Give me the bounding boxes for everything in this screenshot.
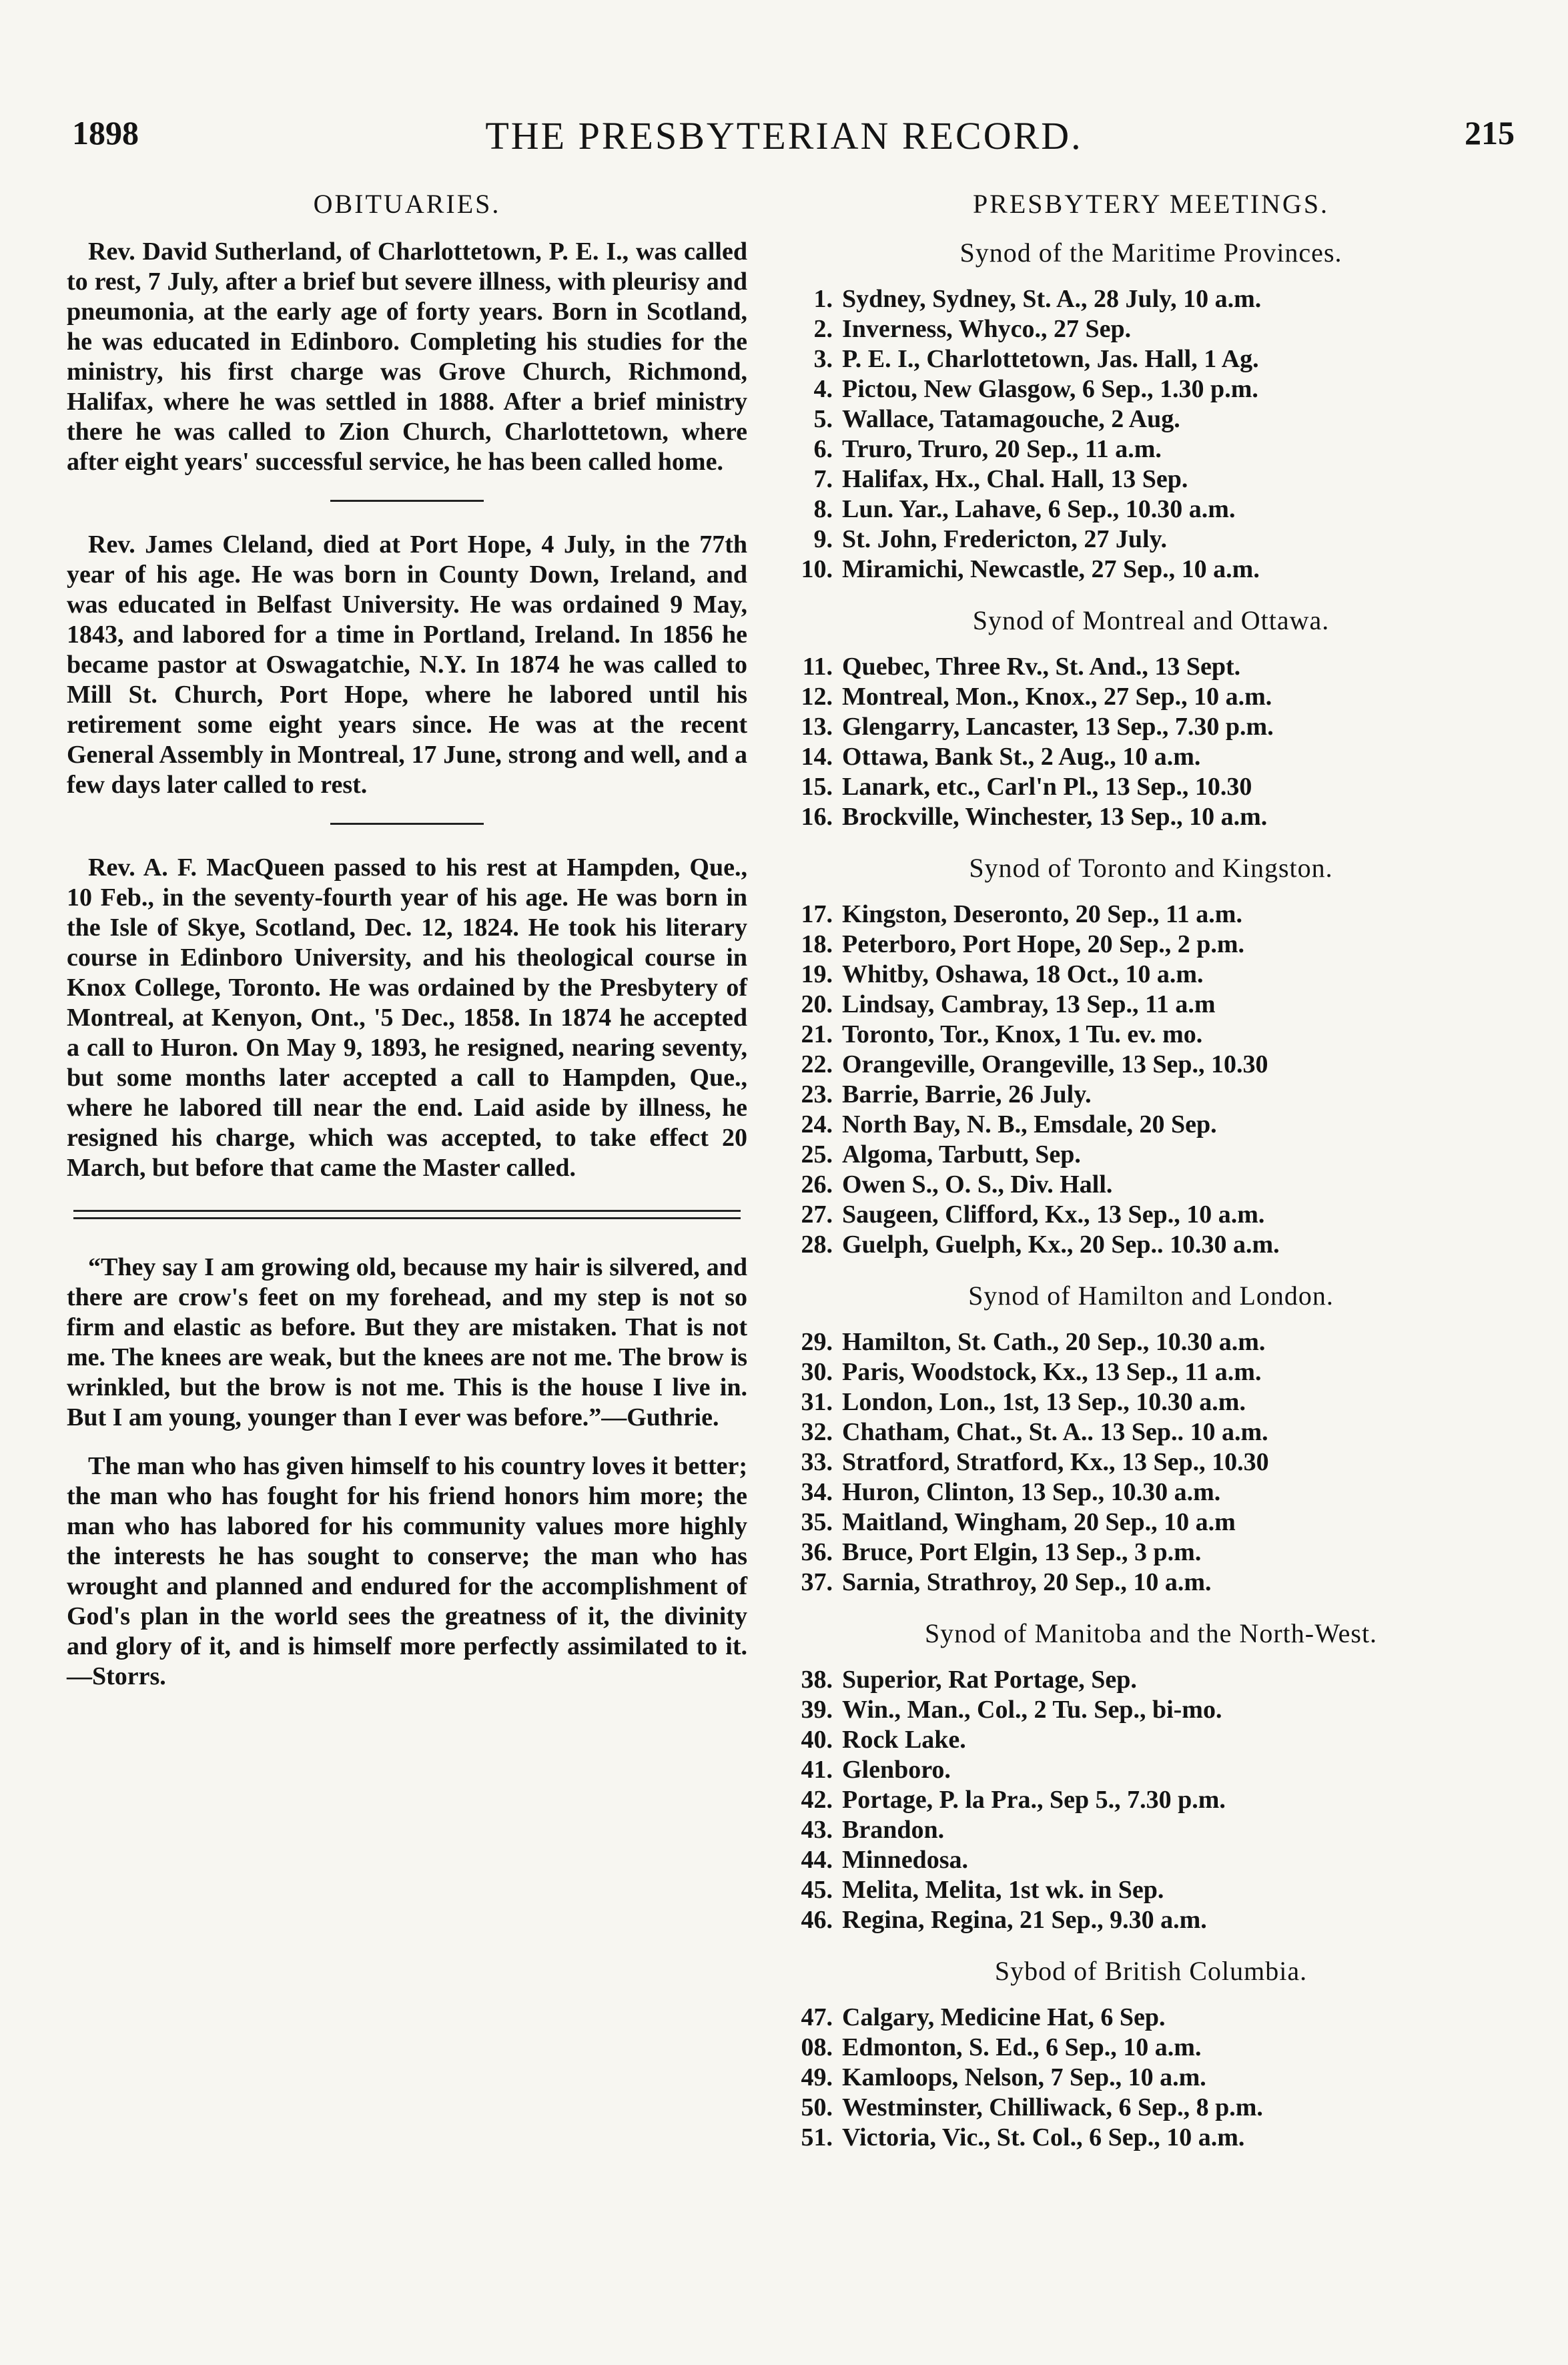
list-item-number: 49. <box>801 2063 833 2091</box>
presbytery-list-item <box>774 344 1528 374</box>
list-item-number: 41. <box>801 1756 833 1784</box>
presbytery-list-item <box>774 314 1528 344</box>
presbytery-list-item <box>774 1230 1528 1260</box>
obituary-paragraph: Rev. A. F. MacQueen passed to his rest at Hampden, Que., 10 Feb., in the seventy-fourth year of his age. He was born in the Isle of Skye, Scotland, Dec. 12, 1824. He took his literary course in Edinboro University, and his theological course in Knox College, Toronto. He was ordained by the Presbytery of Montreal, at Kenyon, Ont., '5 Dec., 1858. In 1874 he accepted a call to Huron. On May 9, 1893, he resigned, nearing seventy, but some months later accepted a call to Hampden, Que., where he labored till near the end. Laid aside by illness, he resigned his charge, which was accepted, to take effect 20 March, but before that came the Master called. <box>67 854 747 1182</box>
presbytery-list-item <box>774 930 1528 960</box>
list-item-text: Inverness, Whyco., 27 Sep. <box>842 315 1132 343</box>
presbytery-list-item <box>774 682 1528 712</box>
list-item-text: Miramichi, Newcastle, 27 Sep., 10 a.m. <box>842 555 1260 583</box>
list-item-text: Saugeen, Clifford, Kx., 13 Sep., 10 a.m. <box>842 1201 1265 1229</box>
presbytery-list-item <box>774 1755 1528 1785</box>
list-item-text: Whitby, Oshawa, 18 Oct., 10 a.m. <box>842 960 1204 988</box>
list-item-text: Sarnia, Strathroy, 20 Sep., 10 a.m. <box>842 1568 1212 1596</box>
list-item-number: 47. <box>801 2003 833 2031</box>
presbytery-list-item <box>774 2063 1528 2093</box>
list-item-text: Minnedosa. <box>842 1846 968 1874</box>
list-item-text: Ottawa, Bank St., 2 Aug., 10 a.m. <box>842 743 1201 771</box>
list-item-number: 28. <box>801 1231 833 1259</box>
list-item-text: Portage, P. la Pra., Sep 5., 7.30 p.m. <box>842 1786 1226 1814</box>
list-item-text: St. John, Fredericton, 27 July. <box>842 525 1167 553</box>
list-item-number: 45. <box>801 1876 833 1904</box>
synod-heading: Synod of Hamilton and London. <box>968 1281 1334 1311</box>
list-item-number: 3. <box>813 345 833 373</box>
list-item-number: 10. <box>801 555 833 583</box>
list-item-number: 51. <box>801 2123 833 2151</box>
list-item-number: 17. <box>801 900 833 928</box>
presbytery-list-item <box>774 1477 1528 1507</box>
list-item-number: 43. <box>801 1816 833 1844</box>
list-item-text: Chatham, Chat., St. A.. 13 Sep.. 10 a.m. <box>842 1418 1268 1446</box>
list-item-number: 1. <box>813 285 833 313</box>
list-item-text: North Bay, N. B., Emsdale, 20 Sep. <box>842 1110 1217 1138</box>
list-item-text: Paris, Woodstock, Kx., 13 Sep., 11 a.m. <box>842 1358 1262 1386</box>
presbytery-list-item <box>774 284 1528 314</box>
presbytery-list-item <box>774 772 1528 802</box>
presbytery-list-item <box>774 2123 1528 2153</box>
right-column <box>774 180 1528 2153</box>
list-item-text: Glenboro. <box>842 1756 951 1784</box>
list-item-text: Quebec, Three Rv., St. And., 13 Sept. <box>842 653 1241 681</box>
list-item-text: Victoria, Vic., St. Col., 6 Sep., 10 a.m. <box>842 2123 1245 2151</box>
list-item-text: Halifax, Hx., Chal. Hall, 13 Sep. <box>842 465 1188 493</box>
list-item-number: 5. <box>813 405 833 433</box>
list-item-text: Guelph, Guelph, Kx., 20 Sep.. 10.30 a.m. <box>842 1231 1280 1259</box>
list-item-text: Superior, Rat Portage, Sep. <box>842 1666 1137 1694</box>
presbytery-list-item <box>774 1815 1528 1845</box>
list-item-number: 12. <box>801 683 833 711</box>
presbytery-list-item <box>774 1050 1528 1080</box>
list-item-number: 08. <box>801 2033 833 2061</box>
presbytery-list-item <box>774 1785 1528 1815</box>
presbytery-list-item <box>774 434 1528 464</box>
presbytery-list-item <box>774 802 1528 832</box>
list-item-text: Kingston, Deseronto, 20 Sep., 11 a.m. <box>842 900 1242 928</box>
presbytery-list-item <box>774 742 1528 772</box>
list-item-number: 33. <box>801 1448 833 1476</box>
presbytery-list-item <box>774 555 1528 585</box>
presbytery-list-item <box>774 1507 1528 1538</box>
list-item-number: 21. <box>801 1020 833 1048</box>
list-item-text: Kamloops, Nelson, 7 Sep., 10 a.m. <box>842 2063 1206 2091</box>
list-item-number: 4. <box>813 375 833 403</box>
list-item-text: Rock Lake. <box>842 1726 966 1754</box>
divider <box>330 500 484 502</box>
presbytery-list-item <box>774 2003 1528 2033</box>
presbytery-list-item <box>774 1327 1528 1357</box>
list-item-text: Sydney, Sydney, St. A., 28 July, 10 a.m. <box>842 285 1262 313</box>
list-item-number: 29. <box>801 1328 833 1356</box>
synod-heading: Synod of Manitoba and the North-West. <box>924 1618 1378 1648</box>
list-item-text: Edmonton, S. Ed., 6 Sep., 10 a.m. <box>842 2033 1202 2061</box>
list-item-text: Westminster, Chilliwack, 6 Sep., 8 p.m. <box>842 2093 1263 2121</box>
list-item-text: Brockville, Winchester, 13 Sep., 10 a.m. <box>842 803 1268 831</box>
list-item-number: 30. <box>801 1358 833 1386</box>
list-item-text: Lanark, etc., Carl'n Pl., 13 Sep., 10.30 <box>842 773 1252 801</box>
presbytery-list-item <box>774 1875 1528 1905</box>
list-item-text: Barrie, Barrie, 26 July. <box>842 1080 1092 1108</box>
list-item-number: 32. <box>801 1418 833 1446</box>
presbytery-list-item <box>774 374 1528 404</box>
list-item-number: 15. <box>801 773 833 801</box>
list-item-number: 50. <box>801 2093 833 2121</box>
synod-heading: Synod of the Maritime Provinces. <box>959 238 1342 268</box>
list-item-text: Montreal, Mon., Knox., 27 Sep., 10 a.m. <box>842 683 1272 711</box>
list-item-number: 22. <box>801 1050 833 1078</box>
list-item-number: 39. <box>801 1696 833 1724</box>
list-item-text: London, Lon., 1st, 13 Sep., 10.30 a.m. <box>842 1388 1246 1416</box>
list-item-number: 16. <box>801 803 833 831</box>
presbytery-list-item <box>774 464 1528 494</box>
presbytery-list-item <box>774 1695 1528 1725</box>
list-item-text: Pictou, New Glasgow, 6 Sep., 1.30 p.m. <box>842 375 1258 403</box>
presbytery-list-item <box>774 990 1528 1020</box>
list-item-text: Hamilton, St. Cath., 20 Sep., 10.30 a.m. <box>842 1328 1266 1356</box>
presbytery-list-item <box>774 1447 1528 1477</box>
presbytery-list-item <box>774 525 1528 555</box>
list-item-text: Regina, Regina, 21 Sep., 9.30 a.m. <box>842 1906 1207 1934</box>
quote-paragraph: The man who has given himself to his country loves it better; the man who has fought for his friend honors him more; the man who has labored for his community values more highly the interests he has sought to conserve; the man who has wrought and planned and endured for the accomplishment of God's plan in the world sees the greatness of it, the divinity and glory of it, and is himself more perfectly assimilated to it.—Storrs. <box>67 1452 747 1690</box>
presbytery-list-item <box>774 1020 1528 1050</box>
list-item-number: 11. <box>802 653 833 681</box>
list-item-text: Wallace, Tatamagouche, 2 Aug. <box>842 405 1180 433</box>
list-item-text: Win., Man., Col., 2 Tu. Sep., bi-mo. <box>842 1696 1222 1724</box>
presbytery-list-item <box>774 1110 1528 1140</box>
list-item-number: 8. <box>813 495 833 523</box>
obituary-paragraph: Rev. James Cleland, died at Port Hope, 4 July, in the 77th year of his age. He was born in County Down, Ireland, and was educated in Belfast University. He was ordained 9 May, 1843, and labored for a time in Portland, Ireland. In 1856 he became pastor at Oswagatchie, N.Y. In 1874 he was called to Mill St. Church, Port Hope, where he labored until his retirement some eight years since. He was at the recent General Assembly in Montreal, 17 June, strong and well, and a few days later called to rest. <box>67 531 747 799</box>
list-item-number: 35. <box>801 1508 833 1536</box>
list-item-number: 26. <box>801 1170 833 1199</box>
list-item-text: Toronto, Tor., Knox, 1 Tu. ev. mo. <box>842 1020 1203 1048</box>
page-year: 1898 <box>72 114 139 151</box>
list-item-number: 2. <box>813 315 833 343</box>
list-item-text: Calgary, Medicine Hat, 6 Sep. <box>842 2003 1166 2031</box>
presbytery-list-item <box>774 2093 1528 2123</box>
list-item-number: 27. <box>801 1201 833 1229</box>
list-item-number: 40. <box>801 1726 833 1754</box>
list-item-number: 9. <box>813 525 833 553</box>
synod-heading: Sybod of British Columbia. <box>994 1956 1308 1986</box>
list-item-number: 44. <box>801 1846 833 1874</box>
synod-list <box>774 237 1528 2153</box>
list-item-text: Owen S., O. S., Div. Hall. <box>842 1170 1113 1199</box>
list-item-number: 19. <box>801 960 833 988</box>
divider <box>330 823 484 825</box>
list-item-text: Brandon. <box>842 1816 945 1844</box>
presbytery-list-item <box>774 712 1528 742</box>
list-item-number: 31. <box>801 1388 833 1416</box>
presbytery-list-item <box>774 1905 1528 1935</box>
list-item-text: P. E. I., Charlottetown, Jas. Hall, 1 Ag. <box>842 345 1259 373</box>
page-number: 215 <box>1465 114 1515 151</box>
list-item-number: 34. <box>801 1478 833 1506</box>
presbytery-list-item <box>774 960 1528 990</box>
presbytery-list-item <box>774 1200 1528 1230</box>
list-item-number: 13. <box>801 713 833 741</box>
presbytery-list-item <box>774 1568 1528 1598</box>
list-item-text: Peterboro, Port Hope, 20 Sep., 2 p.m. <box>842 930 1244 958</box>
obituaries-heading: OBITUARIES. <box>313 189 501 219</box>
list-item-number: 38. <box>801 1666 833 1694</box>
left-column <box>67 180 747 1692</box>
presbytery-meetings-heading: PRESBYTERY MEETINGS. <box>972 189 1330 219</box>
list-item-text: Algoma, Tarbutt, Sep. <box>842 1140 1081 1168</box>
presbytery-list-item <box>774 1538 1528 1568</box>
presbytery-list-item <box>774 1357 1528 1387</box>
list-item-number: 46. <box>801 1906 833 1934</box>
list-item-number: 42. <box>801 1786 833 1814</box>
presbytery-list-item <box>774 1170 1528 1200</box>
list-item-number: 36. <box>801 1538 833 1566</box>
list-item-number: 23. <box>801 1080 833 1108</box>
double-rule-divider <box>73 1210 741 1219</box>
list-item-text: Glengarry, Lancaster, 13 Sep., 7.30 p.m. <box>842 713 1274 741</box>
list-item-number: 7. <box>813 465 833 493</box>
list-item-number: 14. <box>801 743 833 771</box>
presbytery-list-item <box>774 900 1528 930</box>
list-item-text: Maitland, Wingham, 20 Sep., 10 a.m <box>842 1508 1236 1536</box>
quote-paragraph: “They say I am growing old, because my hair is silvered, and there are crow's feet on my forehead, and my step is not so firm and elastic as before. But they are mistaken. That is not me. The knees are weak, but the knees are not me. The brow is wrinkled, but the brow is not me. This is the house I live in. But I am young, younger than I ever was before.”—Guthrie. <box>67 1253 747 1431</box>
obituary-paragraph: Rev. David Sutherland, of Charlottetown, P. E. I., was called to rest, 7 July, after a brief but severe illness, with pleurisy and pneumonia, at the early age of forty years. Born in Scotland, he was educated in Edinboro. Completing his studies for the ministry, his first charge was Grove Church, Richmond, Halifax, where he was settled in 1888. After a brief ministry there he was called to Zion Church, Charlottetown, where after eight years' successful service, he has been called home. <box>67 238 747 476</box>
list-item-text: Huron, Clinton, 13 Sep., 10.30 a.m. <box>842 1478 1221 1506</box>
list-item-text: Truro, Truro, 20 Sep., 11 a.m. <box>842 435 1162 463</box>
list-item-number: 18. <box>801 930 833 958</box>
list-item-number: 24. <box>801 1110 833 1138</box>
list-item-number: 20. <box>801 990 833 1018</box>
synod-heading: Synod of Toronto and Kingston. <box>969 853 1333 883</box>
list-item-text: Orangeville, Orangeville, 13 Sep., 10.30 <box>842 1050 1268 1078</box>
list-item-text: Lun. Yar., Lahave, 6 Sep., 10.30 a.m. <box>842 495 1236 523</box>
presbytery-list-item <box>774 1845 1528 1875</box>
list-item-text: Lindsay, Cambray, 13 Sep., 11 a.m <box>842 990 1216 1018</box>
presbytery-list-item <box>774 1080 1528 1110</box>
presbytery-list-item <box>774 1140 1528 1170</box>
presbytery-list-item <box>774 1665 1528 1695</box>
presbytery-list-item <box>774 1417 1528 1447</box>
running-title: THE PRESBYTERIAN RECORD. <box>485 114 1083 157</box>
presbytery-list-item <box>774 2033 1528 2063</box>
presbytery-list-item <box>774 494 1528 525</box>
presbytery-list-item <box>774 1725 1528 1755</box>
presbytery-list-item <box>774 404 1528 434</box>
list-item-text: Bruce, Port Elgin, 13 Sep., 3 p.m. <box>842 1538 1202 1566</box>
presbytery-list-item <box>774 1387 1528 1417</box>
list-item-number: 6. <box>813 435 833 463</box>
synod-heading: Synod of Montreal and Ottawa. <box>972 605 1330 635</box>
list-item-number: 25. <box>801 1140 833 1168</box>
list-item-text: Melita, Melita, 1st wk. in Sep. <box>842 1876 1164 1904</box>
presbytery-list-item <box>774 652 1528 682</box>
list-item-number: 37. <box>801 1568 833 1596</box>
list-item-text: Stratford, Stratford, Kx., 13 Sep., 10.30 <box>842 1448 1269 1476</box>
